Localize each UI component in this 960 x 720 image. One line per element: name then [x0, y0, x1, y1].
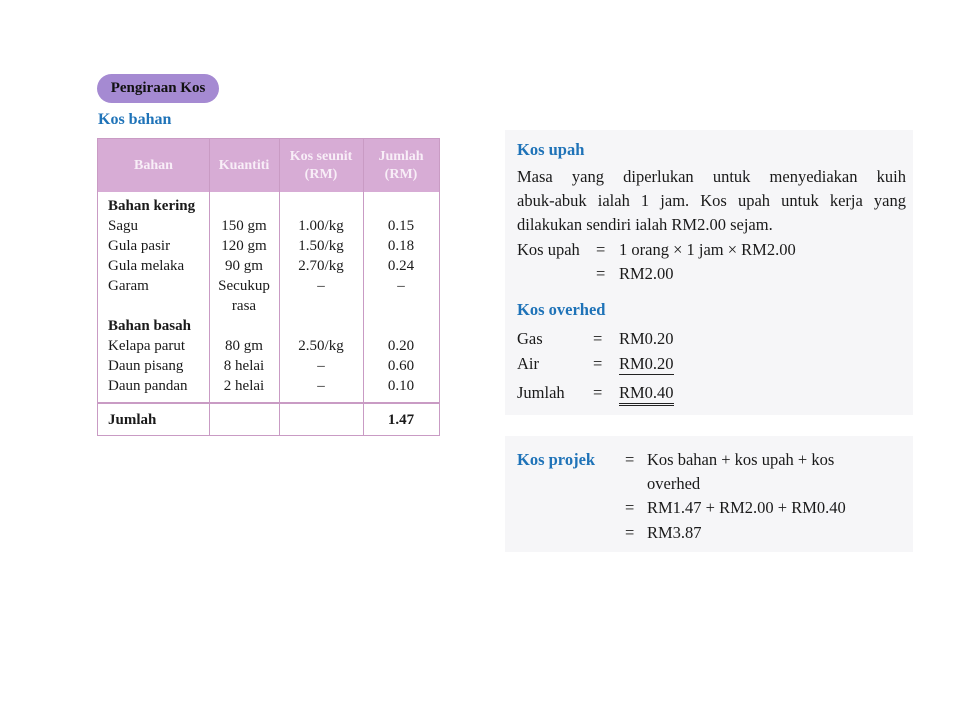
- materials-title: Kos bahan: [98, 111, 172, 128]
- labour-title: Kos upah: [517, 140, 585, 159]
- table-row-qty: 90 gm: [225, 258, 263, 274]
- table-row-total: 0.24: [387, 258, 415, 274]
- overhead-title: Kos overhed: [517, 300, 606, 319]
- overhead-value: RM0.20: [619, 354, 674, 373]
- labour-text-line: Masa yang diperlukan untuk menyediakan kuih: [517, 167, 906, 186]
- project-formula-cont: overhed: [647, 474, 701, 493]
- overhead-label: Gas: [517, 329, 543, 348]
- table-row-item: Sagu: [108, 218, 138, 234]
- table-row-qty-cont: rasa: [231, 298, 257, 314]
- group-label-dry: Bahan kering: [108, 198, 196, 214]
- table-row-total: 0.15: [387, 218, 415, 234]
- labour-text-line: abuk-abuk ialah 1 jam. Kos upah untuk kerja yang: [517, 191, 906, 210]
- table-row-qty: 2 helai: [223, 378, 265, 394]
- table-row-total: 0.60: [387, 358, 415, 374]
- project-formula: Kos bahan + kos upah + kos: [647, 450, 835, 469]
- table-row-total: 0.10: [387, 378, 415, 394]
- table-row-item: Daun pisang: [108, 358, 184, 374]
- table-row-unit: 1.00/kg: [298, 218, 344, 234]
- table-footer-total: 1.47: [387, 412, 415, 428]
- footer-divider: [98, 402, 439, 404]
- table-row-qty: Secukup: [218, 278, 270, 294]
- equals-sign: =: [593, 329, 603, 348]
- materials-table: [97, 138, 440, 436]
- table-row-qty: 120 gm: [221, 238, 267, 254]
- group-label-wet: Bahan basah: [108, 318, 191, 334]
- table-row-unit: –: [317, 278, 325, 294]
- header-qty: Kuantiti: [218, 157, 270, 173]
- table-row-unit: 2.70/kg: [298, 258, 344, 274]
- table-row-item: Garam: [108, 278, 149, 294]
- table-row-total: 0.18: [387, 238, 415, 254]
- equals-sign: =: [593, 354, 603, 373]
- labour-text-line: dilakukan sendiri ialah RM2.00 sejam.: [517, 215, 773, 234]
- table-row-unit: –: [317, 378, 325, 394]
- project-cost-panel: [505, 436, 913, 552]
- table-row-qty: 8 helai: [223, 358, 265, 374]
- table-row-item: Gula melaka: [108, 258, 185, 274]
- header-unit-cost: Kos seunit (RM): [289, 148, 353, 182]
- table-row-qty: 150 gm: [221, 218, 267, 234]
- overhead-label: Air: [517, 354, 539, 373]
- header-item: Bahan: [134, 157, 173, 173]
- table-footer-label: Jumlah: [108, 412, 157, 428]
- table-row-unit: 2.50/kg: [298, 338, 344, 354]
- labour-calc-result: RM2.00: [619, 264, 674, 283]
- overhead-value: RM0.20: [619, 329, 674, 348]
- project-substitution: RM1.47 + RM2.00 + RM0.40: [647, 498, 846, 517]
- equals-sign: =: [593, 383, 603, 402]
- table-row-total: –: [397, 278, 405, 294]
- equals-sign: =: [625, 498, 635, 517]
- table-row-item: Gula pasir: [108, 238, 171, 254]
- table-row-unit: –: [317, 358, 325, 374]
- project-title: Kos projek: [517, 450, 596, 469]
- table-row-item: Kelapa parut: [108, 338, 186, 354]
- project-result: RM3.87: [647, 523, 702, 542]
- overhead-total-label: Jumlah: [517, 383, 565, 402]
- equals-sign: =: [625, 450, 635, 469]
- equals-sign: =: [596, 264, 606, 283]
- table-row-qty: 80 gm: [225, 338, 263, 354]
- table-row-item: Daun pandan: [108, 378, 188, 394]
- labour-overhead-panel: [505, 130, 913, 415]
- overhead-total-value: RM0.40: [619, 383, 674, 406]
- labour-calc-label: Kos upah: [517, 240, 580, 259]
- labour-calc-expression: 1 orang × 1 jam × RM2.00: [619, 240, 796, 259]
- section-badge: Pengiraan Kos: [97, 74, 219, 103]
- header-total: Jumlah (RM): [378, 148, 424, 182]
- table-row-total: 0.20: [387, 338, 415, 354]
- table-row-unit: 1.50/kg: [298, 238, 344, 254]
- equals-sign: =: [625, 523, 635, 542]
- equals-sign: =: [596, 240, 606, 259]
